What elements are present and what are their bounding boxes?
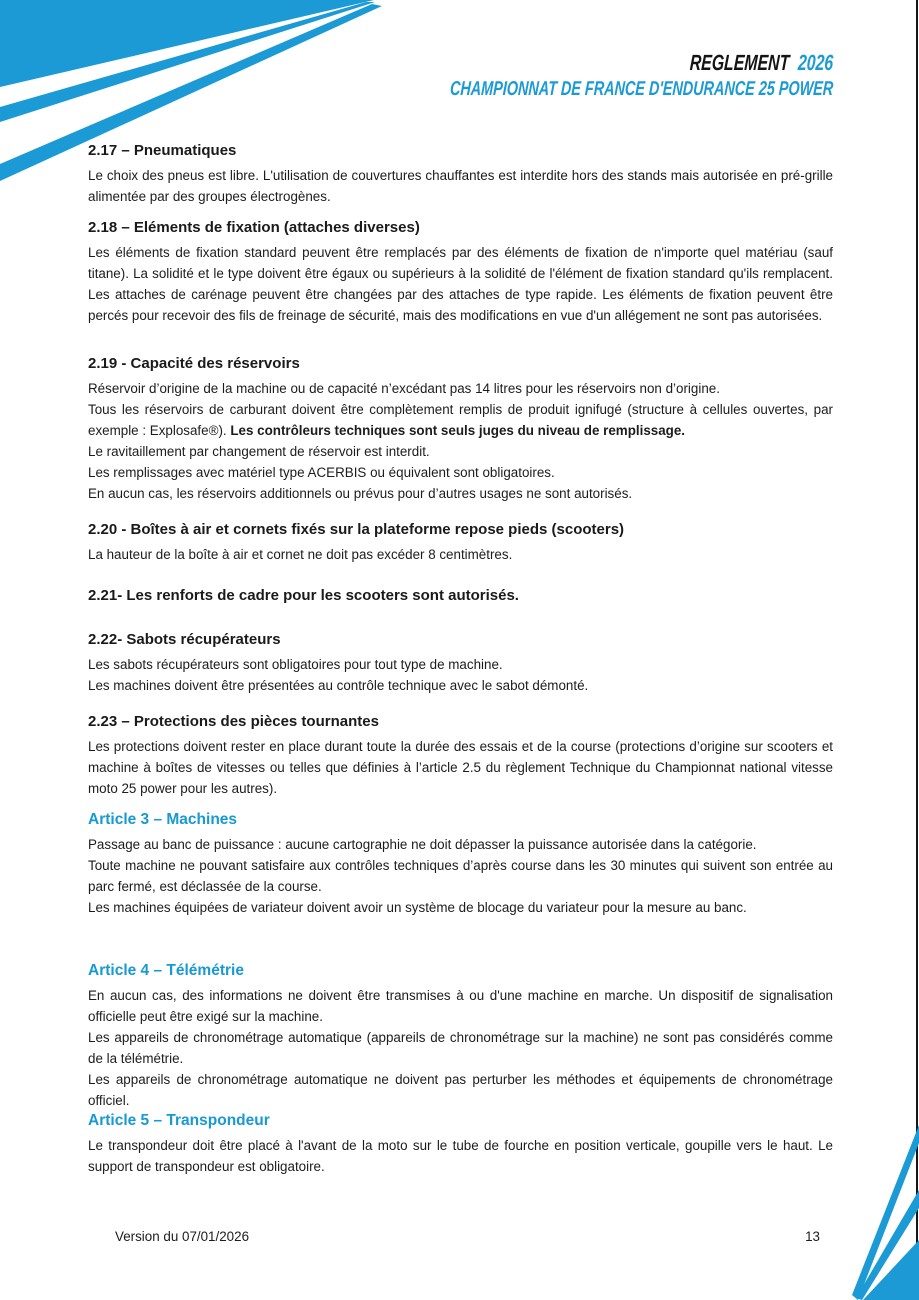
section-2-22-sabots-recuperateurs (88, 631, 833, 696)
paragraph: Les machines équipées de variateur doivent avoir un système de blocage du variateur pour la mesure au banc. (88, 900, 747, 915)
paragraph: En aucun cas, les réservoirs additionnels ou prévus pour d’autres usages ne sont autorisés. (88, 486, 633, 501)
section-heading: 2.19 - Capacité des réservoirs (88, 355, 300, 372)
paragraph: Toute machine ne pouvant satisfaire aux contrôles techniques d’après course dans les 30 minutes qui suivent son entrée au parc fermé, est déclassée de la course. (88, 858, 833, 894)
paragraph-bold-part: Les contrôleurs techniques sont seuls juges du niveau de remplissage. (230, 423, 686, 438)
paragraph: Les machines doivent être présentées au contrôle technique avec le sabot démonté. (88, 678, 589, 693)
document-header (301, 50, 833, 101)
section-heading: 2.22- Sabots récupérateurs (88, 631, 281, 648)
paragraph: La hauteur de la boîte à air et cornet ne doit pas excéder 8 centimètres. (88, 547, 513, 562)
header-year: 2026 (797, 50, 834, 75)
section-2-20-boites-a-air (88, 521, 833, 565)
paragraph: Le ravitaillement par changement de réservoir est interdit. (88, 444, 430, 459)
paragraph-normal-part: Tous les réservoirs de carburant doivent être complètement remplis de produit ignifugé (structure à cellules ouvertes, par exemple : Explosafe®). (88, 402, 833, 438)
section-2-21-renforts-cadre (88, 587, 833, 610)
paragraph: Réservoir d’origine de la machine ou de capacité n’excédant pas 14 litres pour les réservoirs non d’origine. (88, 381, 720, 396)
section-article-5-transpondeur (88, 1112, 833, 1177)
section-2-23-protections-pieces (88, 713, 833, 799)
paragraph: Les sabots récupérateurs sont obligatoires pour tout type de machine. (88, 657, 503, 672)
header-title: REGLEMENT (689, 50, 790, 75)
section-article-3-machines (88, 811, 833, 918)
header-subtitle: CHAMPIONNAT DE FRANCE D'ENDURANCE 25 POWER (449, 78, 834, 101)
section-heading: Article 5 – Transpondeur (88, 1112, 270, 1129)
section-2-19-capacite-reservoirs (88, 355, 833, 504)
section-article-4-telemetrie (88, 962, 833, 1111)
footer-version-label: Version du 07/01/2026 (115, 1229, 250, 1244)
section-heading: Article 4 – Télémétrie (88, 962, 244, 979)
section-heading: 2.23 – Protections des pièces tournantes (88, 713, 379, 730)
section-heading: 2.17 – Pneumatiques (88, 142, 237, 159)
paragraph: Les appareils de chronométrage automatique (appareils de chronométrage sur la machine) ne sont pas considérés comme de la télémétrie. (88, 1030, 833, 1066)
paragraph: Les remplissages avec matériel type ACERBIS ou équivalent sont obligatoires. (88, 465, 555, 480)
section-heading: 2.18 – Eléments de fixation (attaches diverses) (88, 219, 420, 236)
paragraph: Passage au banc de puissance : aucune cartographie ne doit dépasser la puissance autorisée dans la catégorie. (88, 837, 757, 852)
header-title-line (449, 50, 833, 75)
paragraph: En aucun cas, des informations ne doivent être transmises à ou d'une machine en marche. Un dispositif de signalisation officielle peut être exigé sur la machine. (88, 988, 833, 1024)
footer-page-number: 13 (805, 1229, 820, 1244)
section-heading: 2.21- Les renforts de cadre pour les scooters sont autorisés. (88, 587, 519, 604)
paragraph-mixed (88, 399, 833, 441)
section-2-18-elements-fixation (88, 219, 833, 326)
paragraph: Les protections doivent rester en place durant toute la durée des essais et de la course (protections d’origine sur scooters et machine à boîtes de vitesses ou telles que définies à l’article 2.5 du règlement Technique du Championnat national vitesse moto 25 power pour les autres). (88, 739, 833, 796)
paragraph: Le transpondeur doit être placé à l'avant de la moto sur le tube de fourche en position verticale, goupille vers le haut. Le support de transpondeur est obligatoire. (88, 1138, 833, 1174)
paragraph: Les éléments de fixation standard peuvent être remplacés par des éléments de fixation de n'importe quel matériau (sauf titane). La solidité et le type doivent être égaux ou supérieurs à la solidité de l'élément de fixation standard qu'ils remplacent. Les attaches de carénage peuvent être changées par des attaches de type rapide. Les éléments de fixation peuvent être percés pour recevoir des fils de freinage de sécurité, mais des modifications en vue d'un allégement ne sont pas autorisées. (88, 245, 833, 323)
section-heading: 2.20 - Boîtes à air et cornets fixés sur la plateforme repose pieds (scooters) (88, 521, 625, 538)
paragraph: Les appareils de chronométrage automatique ne doivent pas perturber les méthodes et équipements de chronométrage officiel. (88, 1072, 833, 1108)
section-2-17-pneumatiques (88, 142, 833, 207)
section-heading: Article 3 – Machines (88, 811, 238, 828)
paragraph: Le choix des pneus est libre. L'utilisation de couvertures chauffantes est interdite hors des stands mais autorisée en pré-grille alimentée par des groupes électrogènes. (88, 168, 833, 204)
